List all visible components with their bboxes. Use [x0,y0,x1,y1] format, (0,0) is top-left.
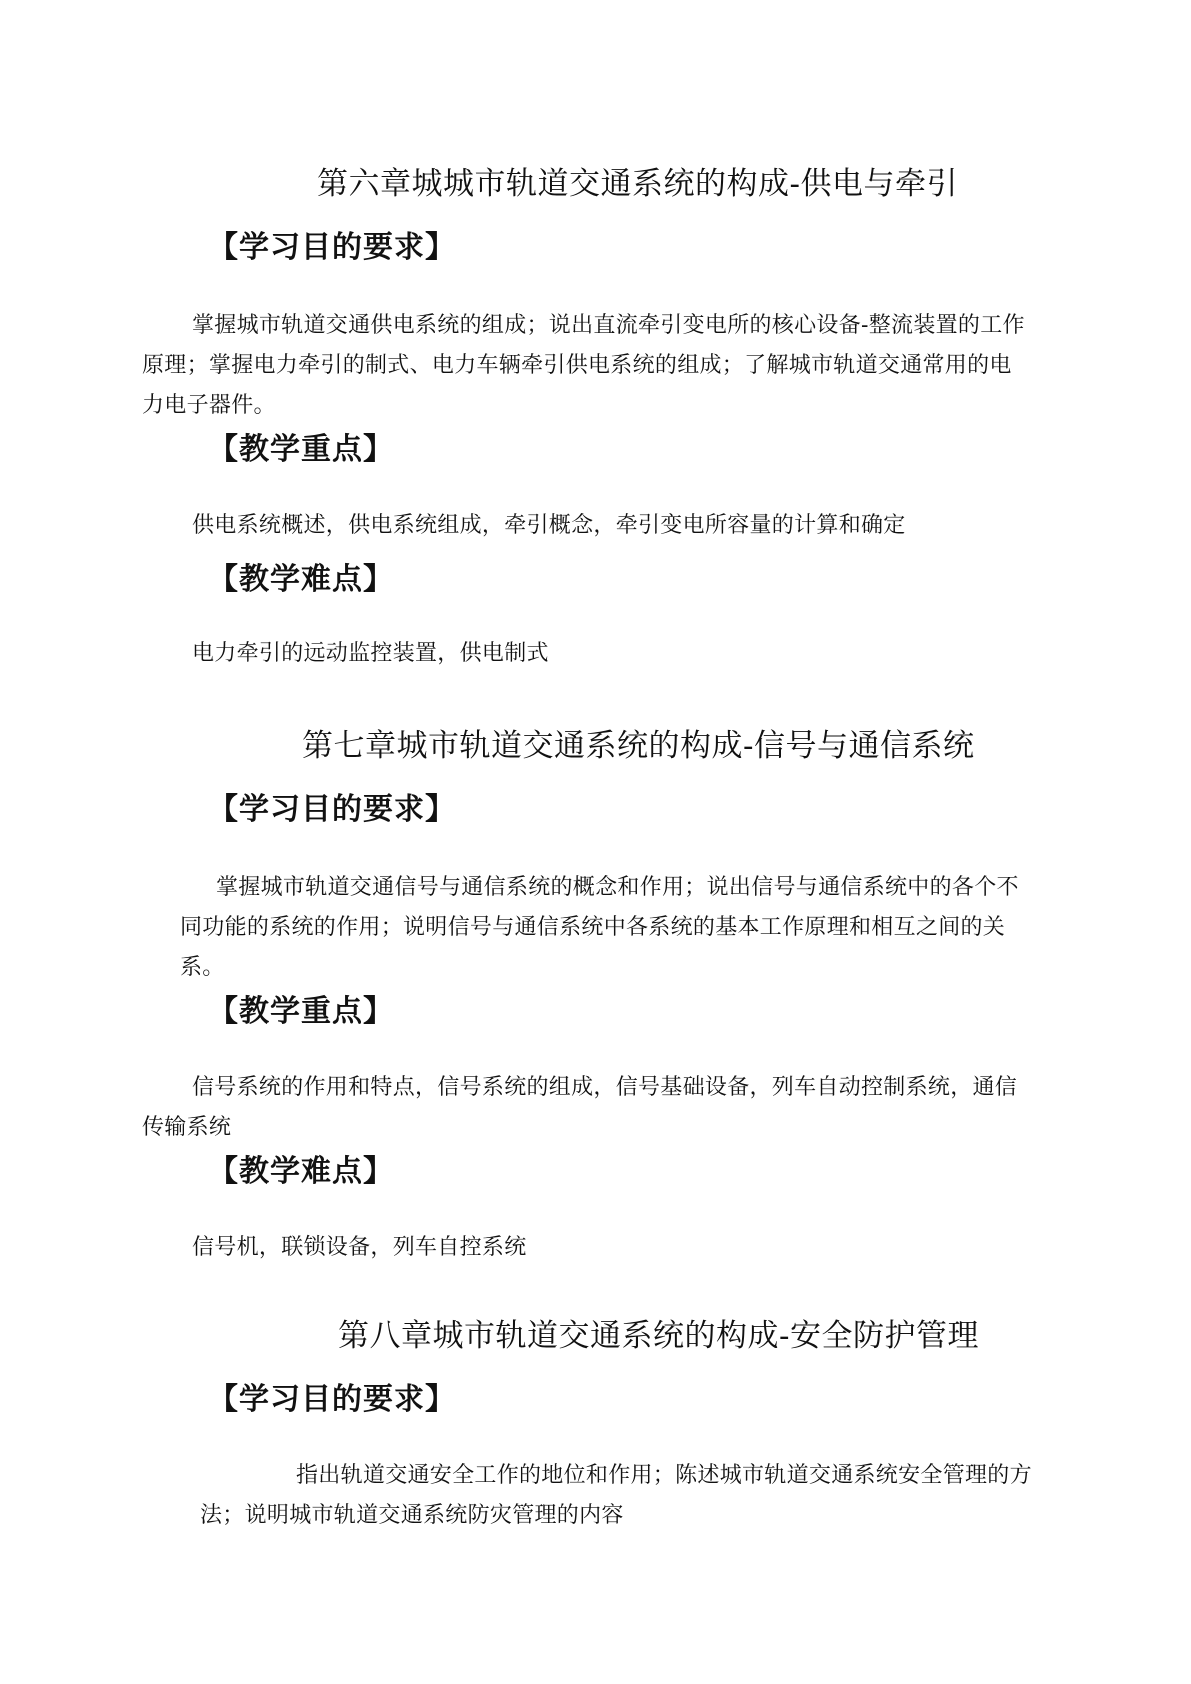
chapter-8-title: 第八章城市轨道交通系统的构成-安全防护管理 [338,1318,979,1354]
chapter-7-key-points-text [142,1068,1017,1148]
chapter-7-difficulties-line-1: 信号机，联锁设备，列车自控系统 [192,1235,527,1260]
chapter-7-key-points-line-1: 信号系统的作用和特点，信号系统的组成，信号基础设备，列车自动控制系统，通信 [192,1075,1018,1100]
chapter-6-objectives-line-3: 力电子器件。 [142,393,276,418]
chapter-7-title: 第七章城市轨道交通系统的构成-信号与通信系统 [302,728,975,764]
chapter-8-objectives-text [200,1456,1032,1536]
chapter-7-objectives-line-1: 掌握城市轨道交通信号与通信系统的概念和作用；说出信号与通信系统中的各个不 [216,875,1019,900]
chapter-6-objectives-text [142,306,1025,426]
chapter-8-objectives-line-2: 法；说明城市轨道交通系统防灾管理的内容 [200,1503,624,1528]
chapter-7-objectives-line-3: 系。 [180,955,225,980]
chapter-7-key-points-heading: 【教学重点】 [208,994,394,1029]
chapter-6-key-points-line-1: 供电系统概述，供电系统组成，牵引概念，牵引变电所容量的计算和确定 [192,513,906,538]
chapter-7-difficulties-heading: 【教学难点】 [208,1154,394,1189]
chapter-6-title: 第六章城城市轨道交通系统的构成-供电与牵引 [317,166,958,202]
chapter-6-objectives-line-2: 原理；掌握电力牵引的制式、电力车辆牵引供电系统的组成；了解城市轨道交通常用的电 [142,353,1012,378]
chapter-7-objectives-line-2: 同功能的系统的作用；说明信号与通信系统中各系统的基本工作原理和相互之间的关 [180,915,1006,940]
chapter-8-objectives-line-1: 指出轨道交通安全工作的地位和作用；陈述城市轨道交通系统安全管理的方 [296,1463,1032,1488]
chapter-7-objectives-heading: 【学习目的要求】 [208,792,456,827]
chapter-6-key-points-text [192,506,906,546]
chapter-6-difficulties-text [192,634,549,674]
chapter-7-objectives-text [180,868,1019,988]
chapter-6-difficulties-line-1: 电力牵引的远动监控装置，供电制式 [192,641,549,666]
chapter-6-objectives-heading: 【学习目的要求】 [208,230,456,265]
chapter-6-difficulties-heading: 【教学难点】 [208,562,394,597]
chapter-6-objectives-line-1: 掌握城市轨道交通供电系统的组成；说出直流牵引变电所的核心设备-整流装置的工作 [192,313,1025,338]
chapter-7-key-points-line-2: 传输系统 [142,1115,232,1140]
chapter-7-difficulties-text [192,1228,527,1268]
chapter-8-objectives-heading: 【学习目的要求】 [208,1382,456,1417]
chapter-6-key-points-heading: 【教学重点】 [208,432,394,467]
